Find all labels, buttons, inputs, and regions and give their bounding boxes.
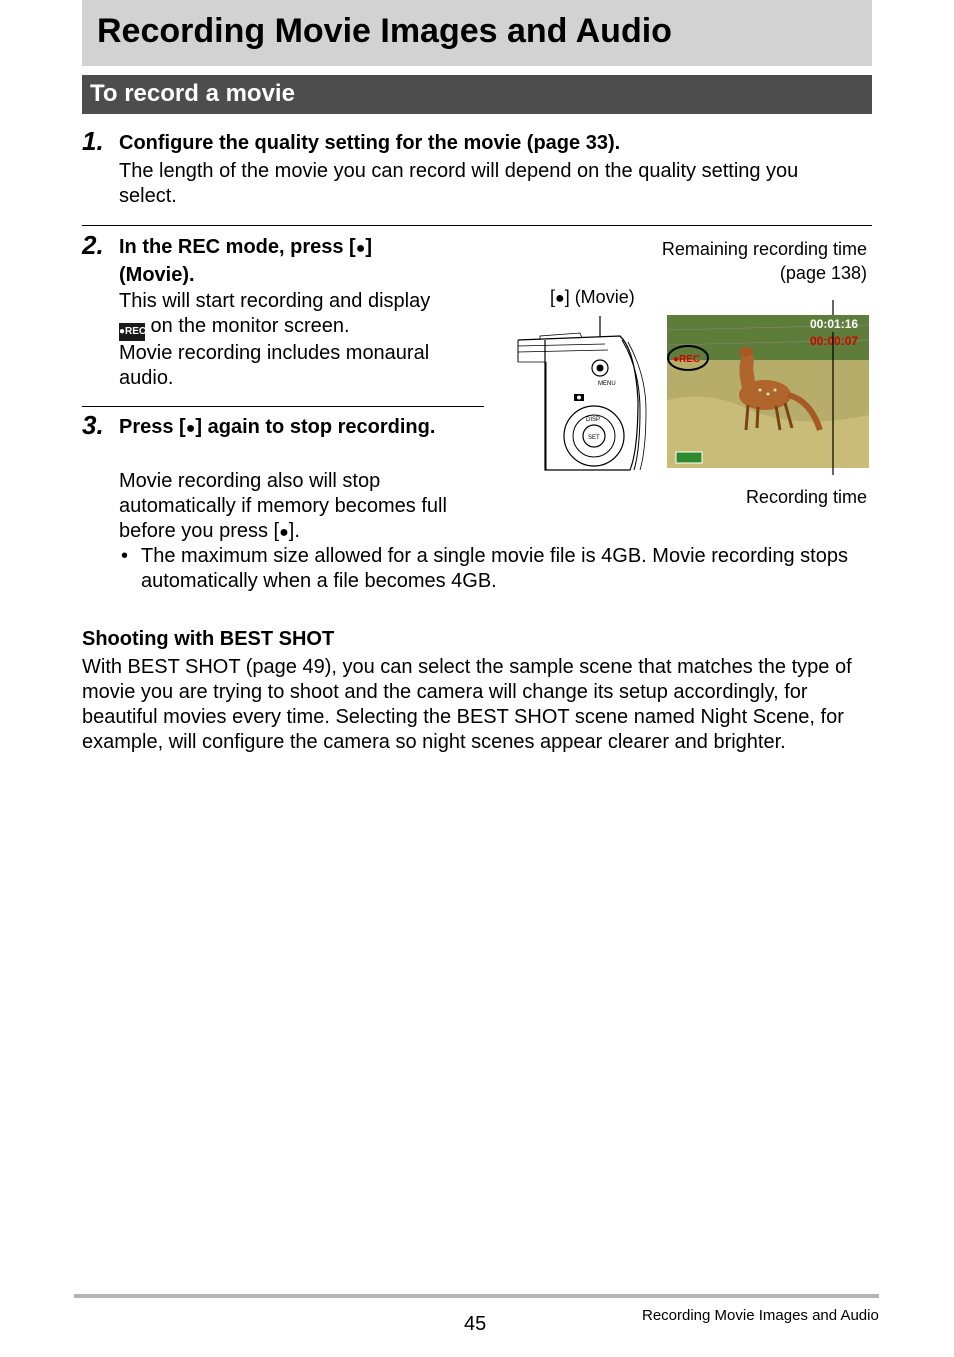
movie-button-icon: ● bbox=[279, 524, 289, 541]
callout-movie-button: [●] (Movie) bbox=[550, 287, 635, 307]
step-1-heading: Configure the quality setting for the movie (page 33). bbox=[119, 132, 621, 154]
step-2-heading: In the REC mode, press [●] (Movie). bbox=[119, 236, 373, 286]
callout-remaining-time: Remaining recording time (page 138) bbox=[661, 239, 867, 283]
section-title: To record a movie bbox=[90, 80, 295, 107]
divider bbox=[82, 225, 872, 226]
movie-button-icon: ● bbox=[185, 420, 196, 437]
step-1-body: The length of the movie you can record will depend on the quality setting you select. bbox=[119, 160, 799, 207]
page-title: Recording Movie Images and Audio bbox=[97, 12, 672, 50]
step-3-body: Movie recording also will stop automatically if memory becomes full before you press [●]. bbox=[119, 470, 447, 542]
bullet-mark: • bbox=[121, 545, 129, 567]
screen-elapsed-time: 00:00:07 bbox=[810, 334, 859, 348]
camera-set-label: SET bbox=[588, 435, 600, 441]
rec-icon: ●REC bbox=[119, 323, 145, 341]
page-number: 45 bbox=[464, 1313, 487, 1335]
camera-illustration bbox=[510, 300, 875, 475]
screen-remaining-time: 00:01:16 bbox=[810, 317, 859, 331]
bullet-text: The maximum size allowed for a single movie file is 4GB. Movie recording stops automatically when a file becomes 4GB. bbox=[141, 545, 848, 592]
best-shot-body: With BEST SHOT (page 49), you can select the sample scene that matches the type of movie you are trying to shoot and the camera will change its setup accordingly, for beautiful movies every time. Selecting the BEST SHOT scene named Night Scene, for example, will configure the camera so night scenes appear clearer and brighter. bbox=[82, 656, 852, 753]
callout-recording-time: Recording time bbox=[745, 487, 867, 507]
camera-disp-label: DISP bbox=[586, 417, 601, 423]
best-shot-heading: Shooting with BEST SHOT bbox=[82, 628, 335, 650]
battery-icon bbox=[676, 452, 702, 463]
step-2-number: 2. bbox=[82, 230, 104, 260]
movie-button-icon: ● bbox=[355, 240, 366, 257]
step-2-body: This will start recording and display ●REC on the monitor screen. Movie recording includes monaural audio. bbox=[119, 290, 431, 389]
step-1-number: 1. bbox=[82, 126, 104, 156]
movie-button-icon bbox=[592, 360, 608, 376]
screen-rec-label: ●REC bbox=[673, 354, 701, 365]
step-3-heading: Press [●] again to stop recording. bbox=[119, 416, 436, 438]
step-3-number: 3. bbox=[82, 410, 104, 440]
camera-mode-icon bbox=[574, 394, 584, 401]
footer-running-title: Recording Movie Images and Audio bbox=[642, 1307, 879, 1324]
camera-menu-label: MENU bbox=[598, 381, 616, 387]
monitor-screen-image bbox=[667, 315, 869, 468]
divider bbox=[82, 406, 484, 407]
footer-rule bbox=[74, 1294, 879, 1298]
